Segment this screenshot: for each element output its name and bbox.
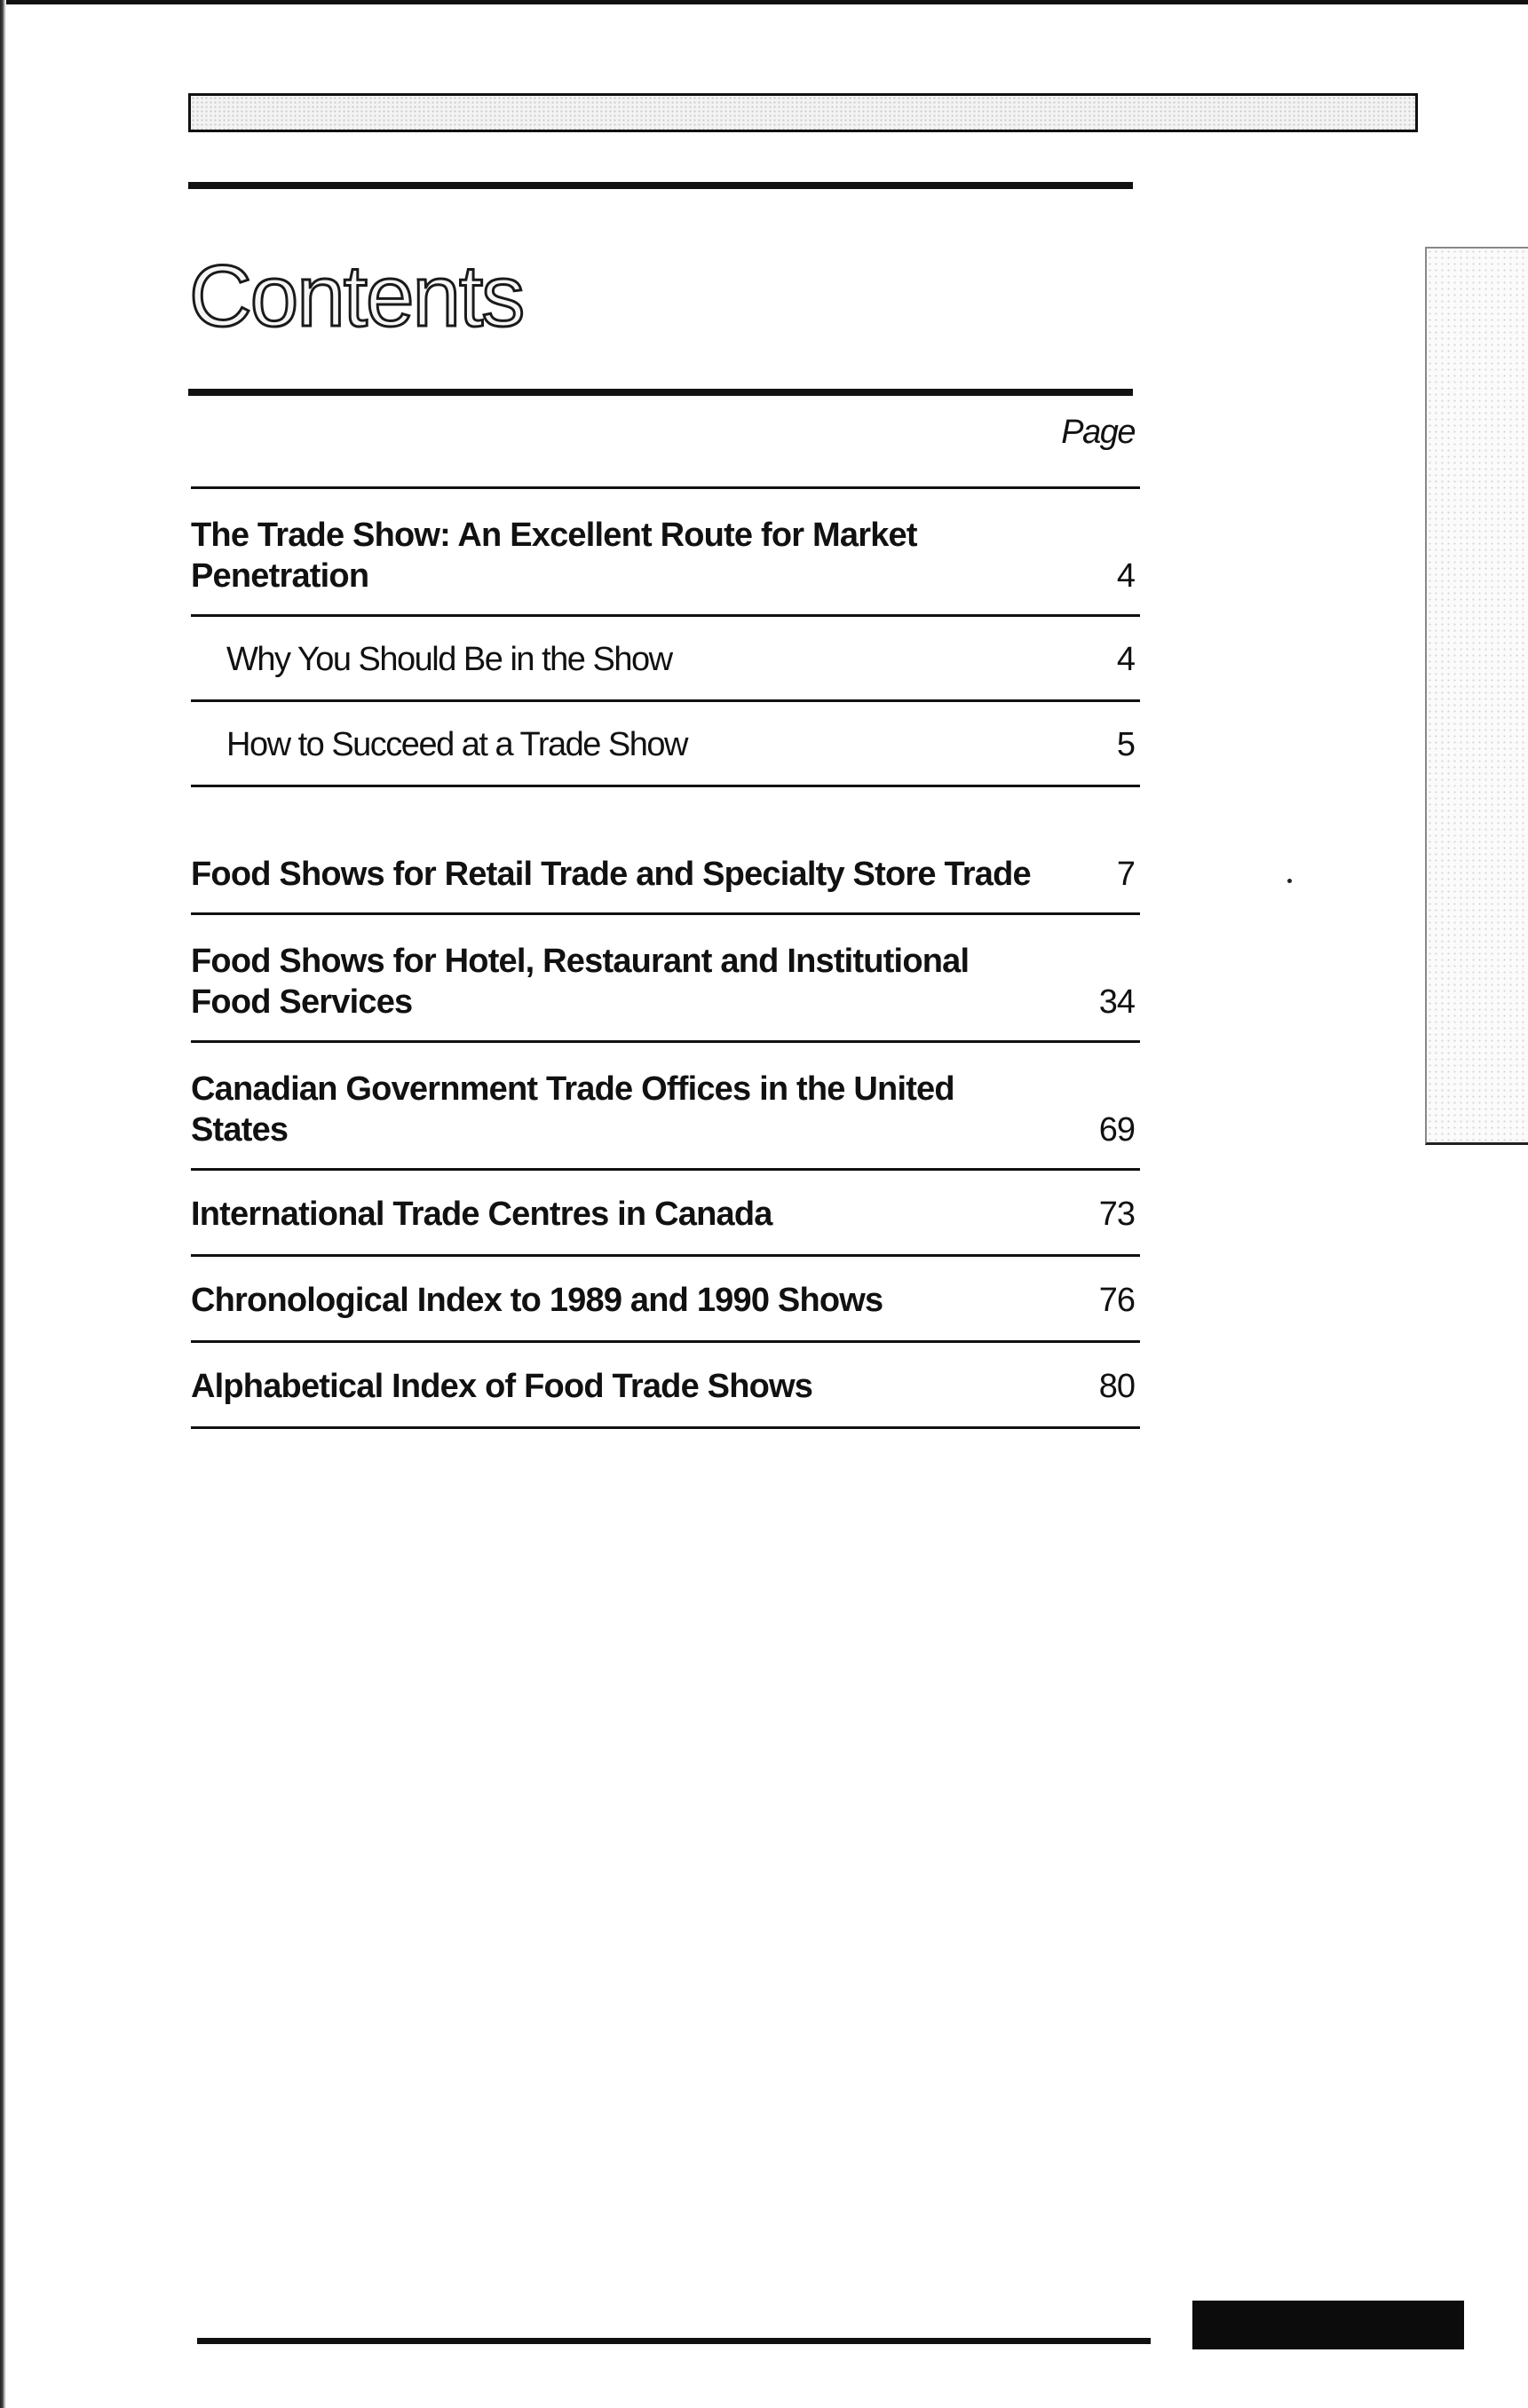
toc-entry-trade-show[interactable]: [191, 486, 1140, 614]
toc-entry-title: The Trade Show: An Excellent Route for Market Penetration: [191, 517, 917, 595]
toc-entry-page: 34: [1098, 983, 1135, 1021]
toc-entry-page: 80: [1098, 1368, 1135, 1405]
toc-entry-page: 69: [1098, 1111, 1135, 1149]
bottom-rule: [197, 2338, 1151, 2344]
toc-entry-page: 4: [1116, 641, 1135, 678]
title-rule: [188, 389, 1133, 396]
side-panel: [1425, 247, 1528, 1145]
toc-entry-retail-shows[interactable]: [191, 785, 1140, 912]
toc-entry-how-to-succeed[interactable]: [191, 699, 1140, 785]
toc-entry-chronological-index[interactable]: [191, 1254, 1140, 1340]
toc-entry-alphabetical-index[interactable]: [191, 1340, 1140, 1426]
toc-entry-page: 7: [1116, 856, 1135, 893]
page-frame-top: [0, 0, 1528, 4]
black-tab: [1192, 2301, 1464, 2349]
toc-entry-hotel-shows[interactable]: [191, 912, 1140, 1040]
header-band: [188, 93, 1418, 132]
toc-entry-page: 76: [1098, 1282, 1135, 1319]
toc-entry-trade-centres[interactable]: [191, 1168, 1140, 1254]
toc-entry-title: How to Succeed at a Trade Show: [226, 726, 687, 763]
toc-entry-page: 5: [1116, 726, 1135, 763]
table-of-contents: [191, 486, 1140, 1429]
toc-entry-government-offices[interactable]: [191, 1040, 1140, 1168]
toc-entry-title: Why You Should Be in the Show: [226, 641, 672, 678]
top-rule: [188, 182, 1133, 189]
page-title: Contents: [189, 247, 524, 344]
toc-entry-page: 4: [1116, 557, 1135, 595]
toc-entry-title: Alphabetical Index of Food Trade Shows: [191, 1368, 813, 1405]
page-column-label: Page: [1061, 414, 1135, 451]
stray-dot: [1287, 879, 1292, 883]
toc-entry-title: Canadian Government Trade Offices in the United States: [191, 1070, 954, 1149]
toc-entry-title: International Trade Centres in Canada: [191, 1196, 772, 1233]
toc-entry-why-in-show[interactable]: [191, 614, 1140, 699]
toc-entry-title: Chronological Index to 1989 and 1990 Shows: [191, 1282, 883, 1319]
toc-end-rule: [191, 1426, 1140, 1429]
page-frame-left: [0, 0, 6, 2408]
toc-entry-title: Food Shows for Retail Trade and Specialty Store Trade: [191, 856, 1031, 893]
toc-entry-page: 73: [1098, 1196, 1135, 1233]
toc-entry-title: Food Shows for Hotel, Restaurant and Institutional Food Services: [191, 943, 970, 1021]
